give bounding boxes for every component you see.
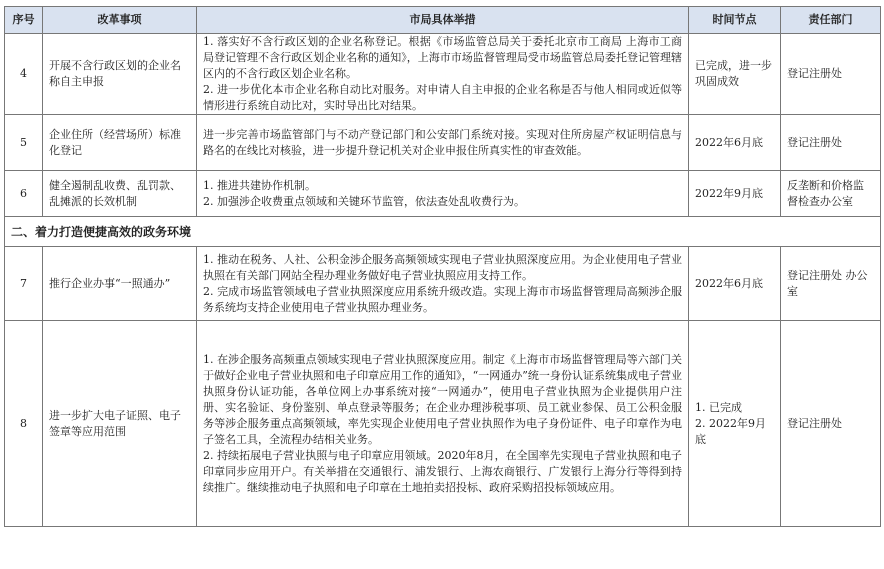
measures-cell (197, 321, 689, 527)
measure-line: 1. 推动在税务、人社、公积金涉企服务高频领域实现电子营业执照深度应用。为企业使用电子营业执照在有关部门网站全程办理业务做好电子营业执照应用支持工作。 (203, 252, 682, 282)
table-row (5, 34, 881, 115)
time-node: 2022年6月底 (689, 247, 781, 321)
reform-item: 进一步扩大电子证照、电子签章等应用范围 (43, 321, 197, 527)
time-node-line: 1. 已完成 (695, 400, 742, 414)
reform-item: 开展不含行政区划的企业名称自主申报 (43, 34, 197, 115)
row-number: 5 (5, 115, 43, 171)
row-number: 4 (5, 34, 43, 115)
measures-cell (197, 171, 689, 217)
reform-item: 企业住所（经营场所）标准化登记 (43, 115, 197, 171)
responsible-dept: 登记注册处 (781, 115, 881, 171)
section-title: 二、着力打造便捷高效的政务环境 (5, 217, 881, 247)
reform-measures-table (4, 6, 881, 527)
time-node: 已完成，进一步巩固成效 (689, 34, 781, 115)
measure-line: 1. 推进共建协作机制。 (203, 178, 316, 192)
time-node (689, 321, 781, 527)
responsible-dept: 登记注册处 (781, 321, 881, 527)
reform-item: 健全遏制乱收费、乱罚款、乱摊派的长效机制 (43, 171, 197, 217)
header-dept: 责任部门 (781, 7, 881, 34)
header-no: 序号 (5, 7, 43, 34)
measures-cell (197, 115, 689, 171)
time-node-line: 2. 2022年9月底 (695, 416, 766, 446)
measure-line: 2. 持续拓展电子营业执照与电子印章应用领域。2020年8月，在全国率先实现电子营业执照和电子印章同步应用开户。有关举措在交通银行、浦发银行、上海农商银行、广发银行上海分行等得到持续推广。继续推动电子执照和电子印章在土地拍卖招投标、政府采购招投标领域应用。 (203, 448, 682, 494)
table-row (5, 171, 881, 217)
table-row (5, 247, 881, 321)
time-node: 2022年6月底 (689, 115, 781, 171)
measure-line: 1. 在涉企服务高频重点领域实现电子营业执照深度应用。制定《上海市市场监督管理局等六部门关于做好企业电子营业执照和电子印章应用工作的通知》，“一网通办”统一身份认证系统集成电子营业执照身份认证功能，各单位网上办事系统对接“一网通办”，使用电子营业执照为企业提供用户注册、实名验证、身份鉴别、单点登录等服务；在企业办理涉税事项、员工就业参保、员工公积金服务等涉企服务重点高频领域，率先实现企业使用电子营业执照作为电子身份证件、电子印章作为电子签名工具，全流程办结相关业务。 (203, 352, 682, 446)
table-row (5, 321, 881, 527)
measure-line: 2. 进一步优化本市企业名称自动比对服务。对申请人自主申报的企业名称是否与他人相同或近似等情形进行系统自动比对，实时导出比对结果。 (203, 83, 682, 112)
row-number: 7 (5, 247, 43, 321)
measure-line: 2. 加强涉企收费重点领域和关键环节监管，依法查处乱收费行为。 (203, 194, 525, 208)
row-number: 8 (5, 321, 43, 527)
section-row (5, 217, 881, 247)
header-measures: 市局具体举措 (197, 7, 689, 34)
measures-cell (197, 247, 689, 321)
time-node: 2022年9月底 (689, 171, 781, 217)
table-row (5, 115, 881, 171)
header-row (5, 7, 881, 34)
responsible-dept: 反垄断和价格监督检查办公室 (781, 171, 881, 217)
measures-cell (197, 34, 689, 115)
measure-line: 2. 完成市场监管领域电子营业执照深度应用系统升级改造。实现上海市市场监督管理局高频涉企服务系统均支持企业使用电子营业执照办理业务。 (203, 284, 682, 314)
measure-line: 进一步完善市场监管部门与不动产登记部门和公安部门系统对接。实现对住所房屋产权证明信息与路名的在线比对核验，进一步提升登记机关对企业申报住所真实性的审查效能。 (203, 127, 682, 157)
reform-item: 推行企业办事“一照通办” (43, 247, 197, 321)
responsible-dept: 登记注册处 (781, 34, 881, 115)
responsible-dept: 登记注册处 办公室 (781, 247, 881, 321)
measure-line: 1. 落实好不含行政区划的企业名称登记。根据《市场监管总局关于委托北京市工商局 上海市工商局登记管理不含行政区划企业名称的通知》，上海市市场监督管理局受市场监管总局委托登记管理辖区内的不含行政区划企业名称。 (203, 35, 682, 80)
header-time: 时间节点 (689, 7, 781, 34)
header-item: 改革事项 (43, 7, 197, 34)
row-number: 6 (5, 171, 43, 217)
